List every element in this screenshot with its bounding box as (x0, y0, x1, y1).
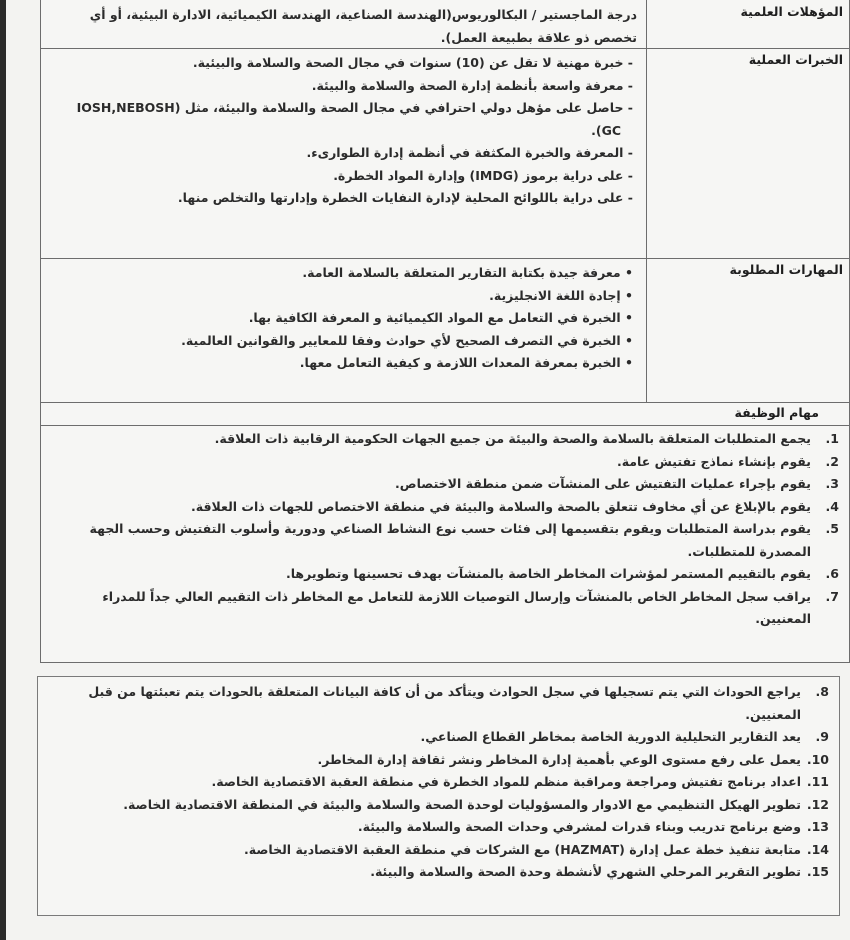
duty-item (46, 794, 829, 817)
duty-item (49, 496, 839, 519)
experience-item: - معرفة واسعة بأنظمة إدارة الصحة والسلامة والبيئة. (311, 77, 633, 93)
duty-number: 1. (825, 431, 839, 446)
skills-row (41, 258, 849, 403)
skills-item: • معرفة جيدة بكتابة التقارير المتعلقة بالسلامة العامة. (302, 265, 633, 280)
duty-text: يقوم بالإبلاغ عن أي مخاوف تتعلق بالصحة والسلامة والبيئة في منطقة الاختصاص للجهات ذات العلاقة. (191, 498, 811, 514)
job-description-table (40, 0, 850, 663)
duty-item (46, 816, 829, 839)
skills-label: المهارات المطلوبة (646, 258, 849, 402)
duty-text: يجمع المتطلبات المتعلقة بالسلامة والصحة والبيئة من جميع الجهات الحكومية الرقابية ذات العلاقة. (214, 431, 811, 446)
duty-text: وضع برنامج تدريب وبناء قدرات لمشرفي وحدات الصحة والسلامة والبيئة. (357, 819, 801, 834)
skills-item: • الخبرة بمعرفة المعدات اللازمة و كيفية التعامل معها. (299, 355, 633, 370)
duty-number: 11. (806, 774, 829, 789)
skills-item: • إجادة اللغة الانجليزية. (489, 287, 633, 303)
experience-item: - خبرة مهنية لا تقل عن (10) سنوات في مجال الصحة والسلامة والبيئية. (192, 55, 633, 70)
qualifications-label: المؤهلات العلمية (646, 0, 849, 48)
duty-number: 3. (825, 476, 839, 491)
duty-text: يراجع الحوداث التي يتم تسجيلها في سجل الحوادث ويتأكد من أن كافة البيانات المتعلقة بالحودات يتم تعبئتها من قبل المعنيين. (88, 684, 801, 722)
skills-item: • الخبرة في التصرف الصحيح لأي حوادث وفقا للمعايير والقوانين العالمية. (181, 332, 633, 348)
duties-row (41, 425, 849, 662)
duty-text: يعمل على رفع مستوى الوعي بأهمية إدارة المخاطر ونشر ثقافة إدارة المخاطر. (317, 751, 801, 767)
duty-text: يقوم بدراسة المتطلبات ويقوم بتقسيمها إلى فئات حسب نوع النشاط الصناعي ودورية وأسلوب التفتيش وحسب الجهة المصدرة للمتطلبات. (89, 521, 811, 559)
duty-text: تطوير التقرير المرحلي الشهري لأنشطة وحدة الصحة والسلامة والبيئة. (370, 864, 801, 879)
duty-text: يعد التقارير التحليلية الدورية الخاصة بمخاطر القطاع الصناعي. (420, 729, 801, 744)
duty-text: يقوم بإجراء عمليات التفتيش على المنشآت ضمن منطقة الاختصاص. (395, 476, 811, 491)
qualifications-text: درجة الماجستير / البكالوريوس(الهندسة الصناعية، الهندسة الكيميائية، الادارة البيئية، أو أي تخصص ذو علاقة بطبيعة العمل). (89, 7, 637, 45)
duty-text: اعداد برنامج تفتيش ومراجعة ومراقبة منظم للمواد الخطرة في منطقة العقبة الاقتصادية الخاصة. (211, 774, 801, 789)
duty-number: 9. (815, 729, 829, 744)
duty-item (46, 726, 829, 749)
duty-item (49, 428, 839, 451)
scan-edge (0, 0, 6, 940)
experience-row (41, 48, 849, 259)
duty-item (49, 586, 839, 631)
duty-text: تطوير الهيكل التنظيمي مع الادوار والمسؤوليات لوحدة الصحة والسلامة والبيئة في المنطقة الاقتصادية الخاصة. (123, 796, 801, 812)
duty-number: 15. (806, 864, 829, 879)
duty-number: 6. (825, 566, 839, 581)
duty-text: يقوم بالتقييم المستمر لمؤشرات المخاطر الخاصة بالمنشآت بهدف تحسينها وتطويرها. (285, 566, 811, 581)
experience-item: - حاصل على مؤهل دولي احترافي في مجال الصحة والسلامة والبيئة، مثل (IOSH,NEBOSH GC). (76, 100, 633, 138)
duty-item (46, 861, 829, 884)
duty-text: يراقب سجل المخاطر الخاص بالمنشآت وإرسال التوصيات اللازمة للتعامل مع المخاطر ذات التقييم العالي جداً للمدراء المعنيين. (102, 588, 811, 626)
duties-continued-list (38, 677, 839, 884)
duty-number: 4. (825, 498, 839, 514)
duty-item (46, 681, 829, 726)
skills-item: • الخبرة في التعامل مع المواد الكيميائية و المعرفة الكافية بها. (248, 310, 633, 325)
duty-number: 2. (825, 453, 839, 469)
duty-item (46, 749, 829, 772)
duty-number: 13. (806, 819, 829, 834)
duty-item (49, 518, 839, 563)
duties-label: مهام الوظيفة (734, 405, 819, 420)
duty-number: 8. (815, 684, 829, 699)
duty-number: 14. (806, 841, 829, 857)
duty-item (46, 771, 829, 794)
duty-item (46, 839, 829, 862)
experience-label: الخبرات العملية (646, 48, 849, 258)
experience-list (41, 48, 645, 210)
duty-text: متابعة تنفيذ خطة عمل إدارة (HAZMAT) مع الشركات في منطقة العقبة الاقتصادية الخاصة. (244, 841, 801, 857)
duties-header-row (41, 402, 849, 426)
experience-item: - المعرفة والخبرة المكثفة في أنظمة إدارة الطوارىء. (306, 145, 633, 160)
experience-item: - على دراية باللوائح المحلية لإدارة النفايات الخطرة وإدارتها والتخلص منها. (177, 190, 633, 205)
duty-item (49, 563, 839, 586)
duty-item (49, 451, 839, 474)
duty-text: يقوم بإنشاء نماذج تفتيش عامة. (616, 453, 811, 469)
duty-number: 12. (806, 796, 829, 812)
experience-item: - على دراية برموز (IMDG) وإدارة المواد الخطرة. (333, 167, 633, 183)
duties-list (41, 425, 849, 631)
qualifications-row (41, 0, 849, 49)
duty-number: 5. (825, 521, 839, 536)
duty-number: 10. (806, 751, 829, 767)
duty-number: 7. (825, 588, 839, 604)
duty-item (49, 473, 839, 496)
skills-list (41, 258, 645, 375)
duties-continued-box (37, 676, 840, 916)
